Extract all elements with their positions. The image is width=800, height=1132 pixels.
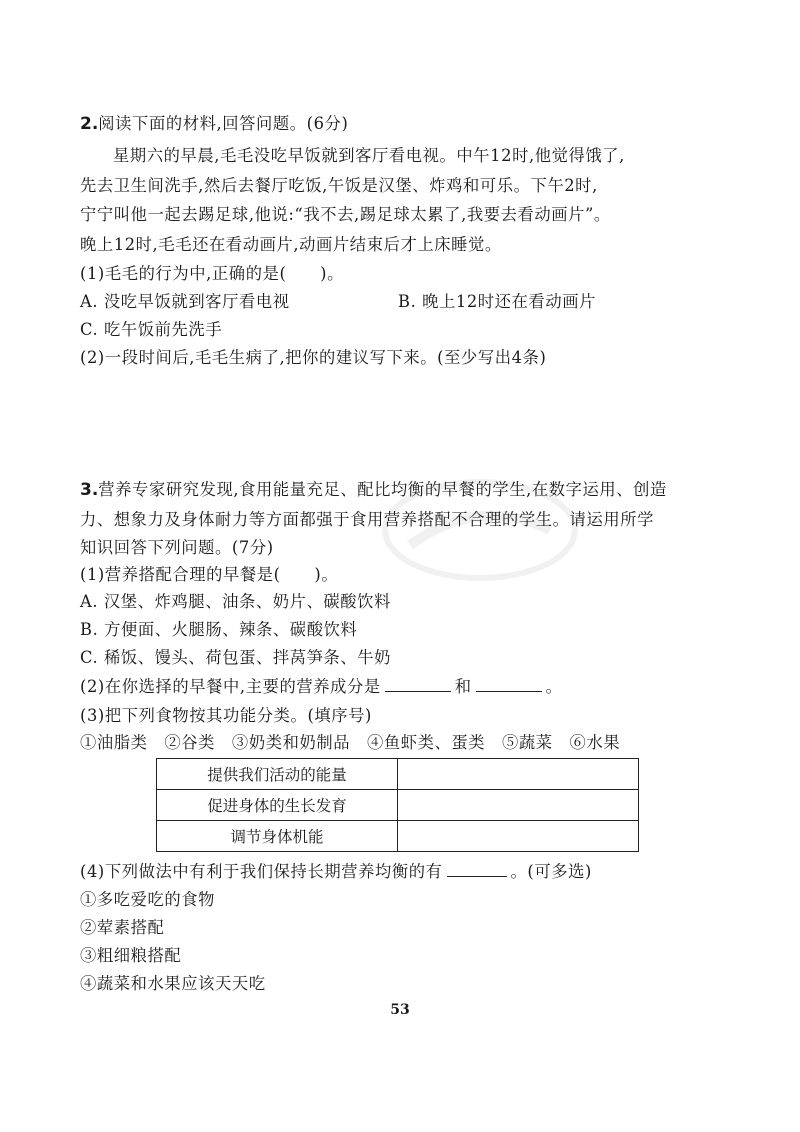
q3-food-list: ①油脂类 ②谷类 ③奶类和奶制品 ④鱼虾类、蛋类 ⑤蔬菜 ⑥水果 — [80, 733, 621, 752]
q2-header-text: 阅读下面的材料,回答问题。(6分) — [98, 114, 349, 133]
answer-cell[interactable] — [398, 790, 639, 821]
q2-header — [80, 114, 348, 134]
q3-option-b: B. 方便面、火腿肠、辣条、碳酸饮料 — [80, 620, 358, 639]
q3-intro-line: 知识回答下列问题。(7分) — [80, 538, 274, 557]
q3-sub4-option: ①多吃爱吃的食物 — [80, 890, 216, 909]
q3-number: 3. — [80, 480, 99, 500]
q3-sub4-option: ④蔬菜和水果应该天天吃 — [80, 974, 266, 993]
q2-passage-line: 晚上12时,毛毛还在看动画片,动画片结束后才上床睡觉。 — [80, 235, 502, 254]
q3-sub4-end: 。(可多选) — [510, 862, 592, 881]
answer-cell[interactable] — [398, 759, 639, 790]
answer-cell[interactable] — [398, 821, 639, 852]
q2-passage-line: 星期六的早晨,毛毛没吃早饭就到客厅看电视。中午12时,他觉得饿了, — [113, 146, 625, 165]
q3-sub4 — [80, 862, 592, 882]
q3-option-a: A. 汉堡、炸鸡腿、油条、奶片、碳酸饮料 — [80, 592, 391, 611]
q3-sub4-option: ③粗细粮搭配 — [80, 946, 182, 965]
q2-sub1: (1)毛毛的行为中,正确的是( )。 — [80, 264, 344, 283]
answer-blank[interactable] — [385, 677, 451, 692]
q2-number: 2. — [80, 114, 99, 134]
table-row-label: 调节身体机能 — [157, 821, 398, 852]
answer-blank[interactable] — [447, 862, 507, 877]
table-row-label: 提供我们活动的能量 — [157, 759, 398, 790]
q2-option-a: A. 没吃早饭就到客厅看电视 — [80, 292, 290, 311]
table-row — [157, 821, 639, 852]
table-row — [157, 790, 639, 821]
q2-passage-line: 先去卫生间洗手,然后去餐厅吃饭,午饭是汉堡、炸鸡和可乐。下午2时, — [80, 176, 598, 195]
answer-blank[interactable] — [476, 677, 542, 692]
q2-passage-line: 宁宁叫他一起去踢足球,他说:“我不去,踢足球太累了,我要去看动画片”。 — [80, 205, 611, 224]
q3-intro-line — [80, 480, 667, 500]
q3-sub2 — [80, 677, 563, 697]
q2-option-c: C. 吃午饭前先洗手 — [80, 320, 223, 339]
q2-option-b: B. 晚上12时还在看动画片 — [398, 292, 596, 311]
q3-sub1: (1)营养搭配合理的早餐是( )。 — [80, 565, 339, 584]
q3-sub3: (3)把下列食物按其功能分类。(填序号) — [80, 706, 372, 725]
q3-option-c: C. 稀饭、馒头、荷包蛋、拌莴笋条、牛奶 — [80, 648, 392, 667]
function-table — [156, 758, 639, 852]
q3-sub2-end: 。 — [545, 677, 563, 696]
q3-sub2-text: (2)在你选择的早餐中,主要的营养成分是 — [80, 677, 381, 696]
q3-intro-line: 力、想象力及身体耐力等方面都强于食用营养搭配不合理的学生。请运用所学 — [80, 510, 654, 529]
q3-sub4-option: ②荤素搭配 — [80, 918, 165, 937]
q3-intro-text: 营养专家研究发现,食用能量充足、配比均衡的早餐的学生,在数字运用、创造 — [98, 480, 667, 499]
table-row-label: 促进身体的生长发育 — [157, 790, 398, 821]
q3-sub2-and: 和 — [454, 677, 472, 696]
q3-sub4-text: (4)下列做法中有利于我们保持长期营养均衡的有 — [80, 862, 443, 881]
page-number: 53 — [390, 1002, 410, 1018]
table-row — [157, 759, 639, 790]
q2-sub2: (2)一段时间后,毛毛生病了,把你的建议写下来。(至少写出4条) — [80, 348, 547, 367]
